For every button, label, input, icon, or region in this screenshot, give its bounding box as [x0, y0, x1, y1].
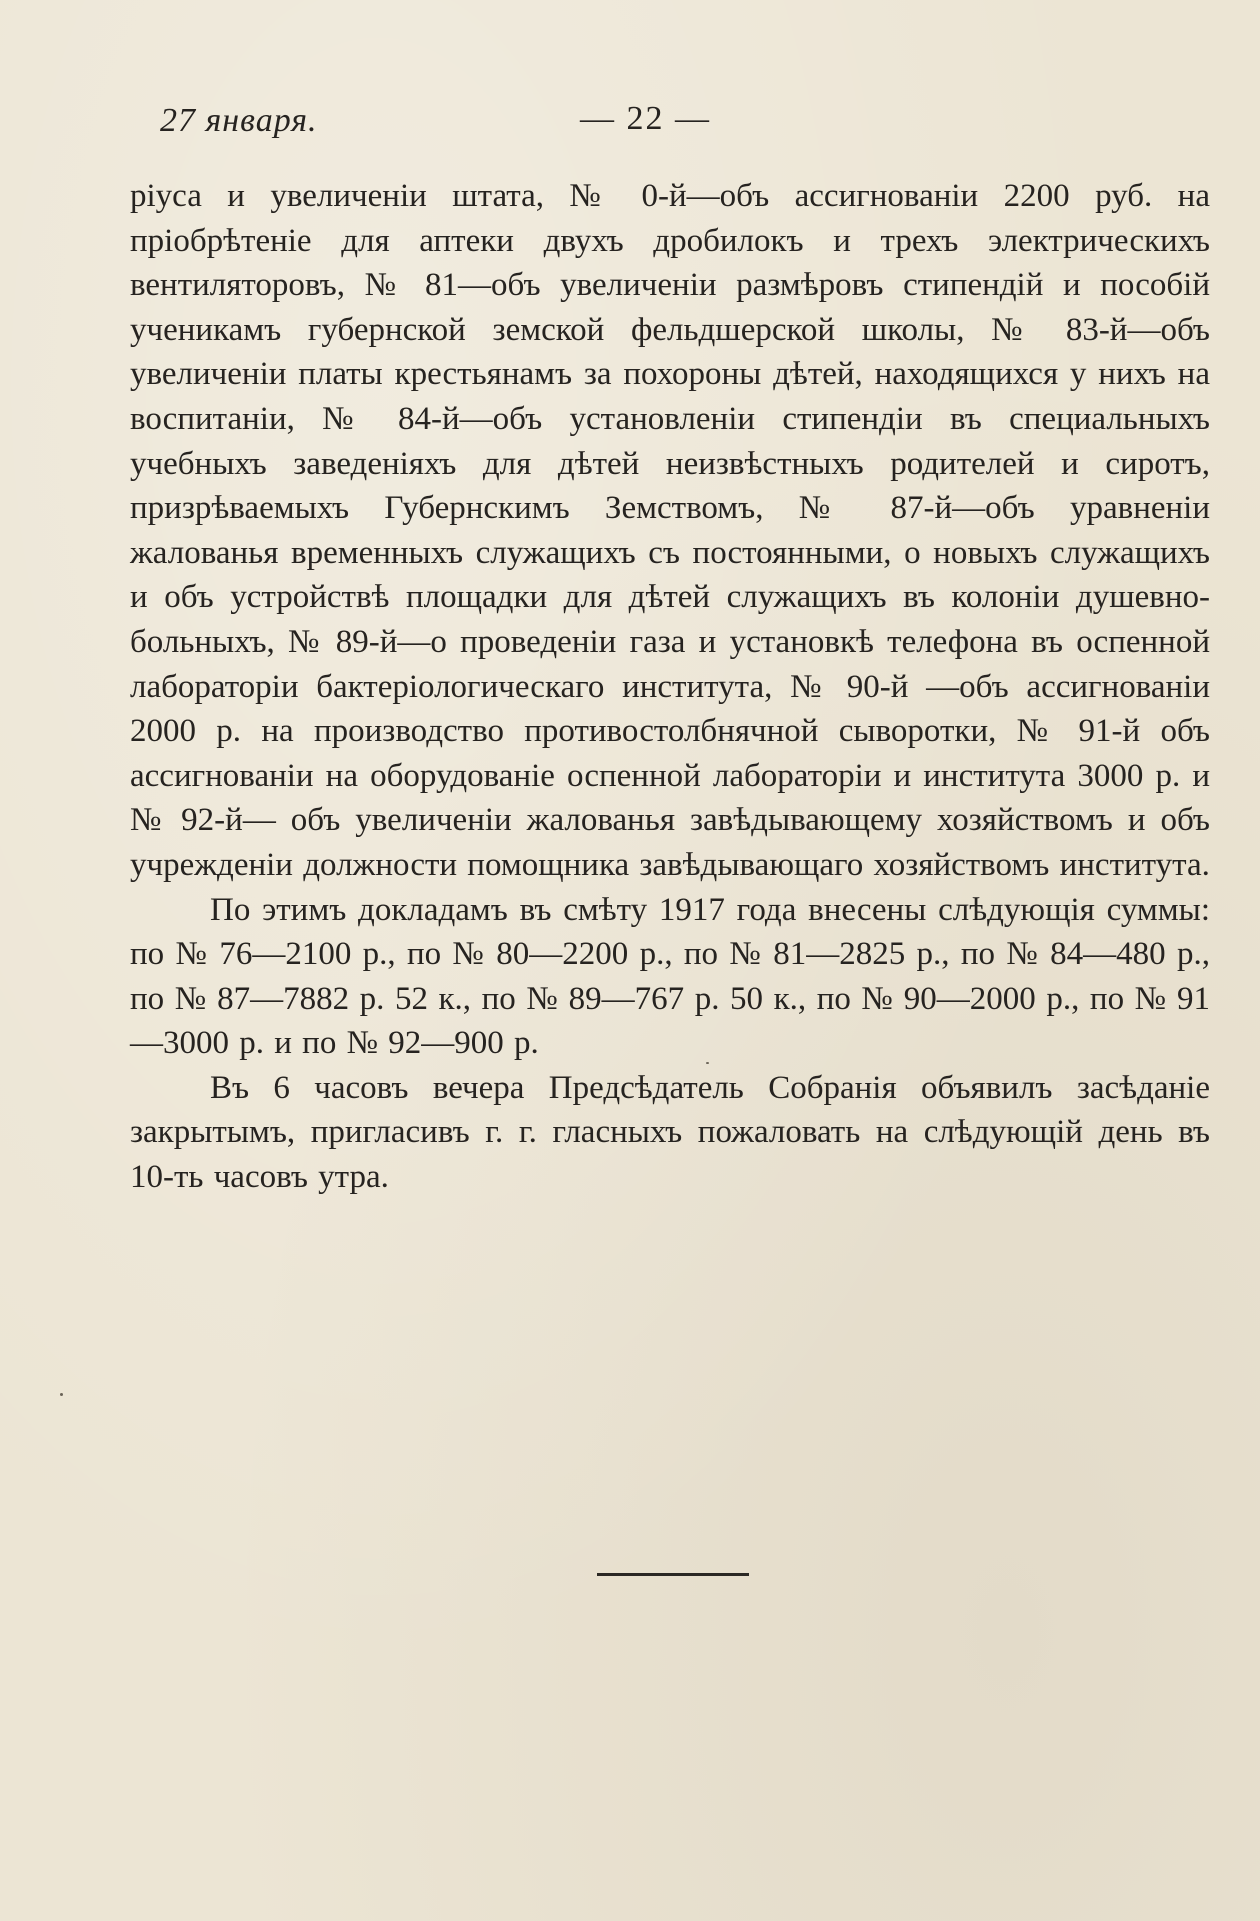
paragraph-closing: Въ 6 часовъ вечера Предсѣдатель Собранія объявилъ засѣданіе закрытымъ, пригласивъ г. г. гласныхъ пожаловать на слѣдующій день въ 10-ть часовъ утра.	[130, 1069, 1210, 1196]
end-rule	[597, 1573, 749, 1576]
paper-speck	[60, 1393, 63, 1396]
paper-speck	[706, 1062, 709, 1064]
body-text	[130, 174, 1210, 1200]
page-number: — 22 —	[580, 100, 711, 137]
page-header	[160, 98, 1132, 148]
paragraph-continuation: ріуса и увеличеніи штата, № 0-й—объ ассигнованіи 2200 руб. на пріобрѣтеніе для аптеки двухъ дробилокъ и трехъ электрическихъ вентиляторовъ, № 81—объ увеличеніи размѣровъ стипендій и пособій ученикамъ губернской земской фельдшерской школы, № 83-й—объ увеличеніи платы крестьянамъ за похороны дѣтей, находящихся у нихъ на воспитаніи, № 84-й—объ установленіи стипендіи въ специальныхъ учебныхъ заведеніяхъ для дѣтей неизвѣстныхъ родителей и сиротъ, призрѣваемыхъ Губернскимъ Земствомъ, № 87-й—объ уравненіи жалованья временныхъ служащихъ съ постоянными, о новыхъ служащихъ и объ устройствѣ площадки для дѣтей служащихъ въ колоніи душевно-больныхъ, № 89-й—о проведеніи газа и установкѣ телефона въ оспенной лабораторіи бактеріологическаго института, № 90-й —объ ассигнованіи 2000 р. на производство противостолбнячной сыворотки, № 91-й объ ассигнованіи на оборудованіе оспенной лабораторіи и института 3000 р. и № 92-й— объ увеличеніи жалованья завѣдывающему хозяйствомъ и объ учрежденіи должности помощника завѣдывающаго хозяйствомъ института.	[130, 178, 1210, 883]
paragraph-sums: По этимъ докладамъ въ смѣту 1917 года внесены слѣдующія суммы: по № 76—2100 р., по № 80—2200 р., по № 81—2825 р., по № 84—480 р., по № 87—7882 р. 52 к., по № 89—767 р. 50 к., по № 90—2000 р., по № 91—3000 р. и по № 92—900 р.	[130, 891, 1210, 1062]
running-date: 27 января.	[160, 102, 318, 139]
